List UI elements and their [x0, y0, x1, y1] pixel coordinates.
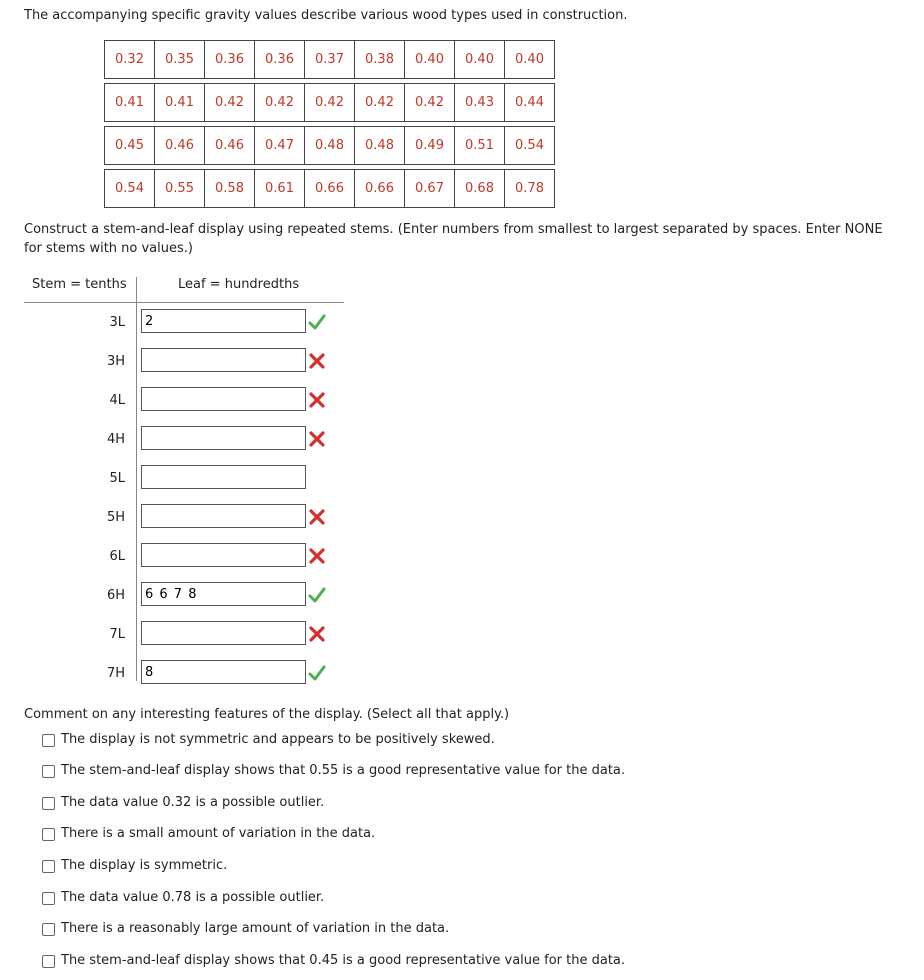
comment-option-4[interactable]	[42, 825, 742, 845]
leaf-input-6l[interactable]	[141, 543, 306, 567]
comment-option-1[interactable]	[42, 731, 742, 751]
intro-text: The accompanying specific gravity values describe various wood types used in construction.	[24, 8, 628, 23]
data-cell: 0.36	[205, 41, 255, 79]
data-cell: 0.42	[205, 84, 255, 122]
option-label: The stem-and-leaf display shows that 0.45 is a good representative value for the data.	[61, 953, 626, 968]
comment-option-5[interactable]	[42, 857, 742, 877]
data-cell: 0.47	[255, 127, 305, 165]
leaf-input-6h[interactable]	[141, 582, 306, 606]
data-table	[104, 40, 555, 208]
option-label: The display is symmetric.	[61, 858, 228, 873]
stem-label: 4H	[106, 432, 125, 447]
comment-option-2[interactable]	[42, 762, 742, 782]
checkbox[interactable]	[42, 828, 55, 841]
option-label: The display is not symmetric and appears to be positively skewed.	[61, 732, 495, 747]
data-cell: 0.42	[355, 84, 405, 122]
checkbox[interactable]	[42, 734, 55, 747]
instructions-text: Construct a stem-and-leaf display using repeated stems. (Enter numbers from smallest to largest separated by spaces. Enter NONE for stems with no values.)	[24, 222, 883, 256]
data-cell: 0.42	[405, 84, 455, 122]
data-cell: 0.49	[405, 127, 455, 165]
data-cell: 0.58	[205, 170, 255, 208]
x-mark-icon	[308, 508, 326, 526]
data-cell: 0.54	[505, 127, 555, 165]
data-cell: 0.45	[105, 127, 155, 165]
leaf-header: Leaf = hundredths	[178, 277, 300, 292]
stem-row-5h	[0, 504, 340, 532]
x-mark-icon	[308, 625, 326, 643]
stem-row-7h	[0, 660, 340, 688]
data-cell: 0.61	[255, 170, 305, 208]
comment-option-3[interactable]	[42, 794, 742, 814]
checkbox[interactable]	[42, 955, 55, 968]
leaf-input-4h[interactable]	[141, 426, 306, 450]
data-cell: 0.42	[305, 84, 355, 122]
data-cell: 0.41	[105, 84, 155, 122]
stem-row-4l	[0, 387, 340, 415]
stem-label: 3H	[106, 354, 125, 369]
data-cell: 0.40	[405, 41, 455, 79]
stem-row-6h	[0, 582, 340, 610]
option-label: The data value 0.32 is a possible outlier.	[61, 795, 325, 810]
checkbox[interactable]	[42, 860, 55, 873]
leaf-input-4l[interactable]	[141, 387, 306, 411]
option-label: The stem-and-leaf display shows that 0.55 is a good representative value for the data.	[61, 763, 626, 778]
data-cell: 0.43	[455, 84, 505, 122]
comment-option-8[interactable]	[42, 952, 742, 972]
data-cell: 0.42	[255, 84, 305, 122]
data-row	[105, 41, 555, 79]
data-cell: 0.48	[305, 127, 355, 165]
option-label: The data value 0.78 is a possible outlier.	[61, 890, 325, 905]
data-cell: 0.44	[505, 84, 555, 122]
data-cell: 0.66	[355, 170, 405, 208]
data-cell: 0.51	[455, 127, 505, 165]
data-cell: 0.37	[305, 41, 355, 79]
stem-label: 7L	[109, 627, 125, 642]
data-cell: 0.55	[155, 170, 205, 208]
data-cell: 0.48	[355, 127, 405, 165]
header-divider	[24, 302, 344, 303]
data-cell: 0.41	[155, 84, 205, 122]
option-label: There is a reasonably large amount of variation in the data.	[61, 921, 450, 936]
checkbox[interactable]	[42, 765, 55, 778]
data-cell: 0.35	[155, 41, 205, 79]
data-row	[105, 170, 555, 208]
x-mark-icon	[308, 391, 326, 409]
data-cell: 0.66	[305, 170, 355, 208]
stem-label: 4L	[109, 393, 125, 408]
x-mark-icon	[308, 547, 326, 565]
checkbox[interactable]	[42, 923, 55, 936]
data-cell: 0.40	[505, 41, 555, 79]
leaf-input-7l[interactable]	[141, 621, 306, 645]
data-cell: 0.36	[255, 41, 305, 79]
stem-header: Stem = tenths	[32, 277, 127, 292]
stem-label: 5L	[109, 471, 125, 486]
checkmark-icon	[308, 586, 326, 604]
data-cell: 0.32	[105, 41, 155, 79]
data-cell: 0.38	[355, 41, 405, 79]
checkmark-icon	[308, 664, 326, 682]
x-mark-icon	[308, 430, 326, 448]
data-cell: 0.54	[105, 170, 155, 208]
stem-row-6l	[0, 543, 340, 571]
data-row	[105, 127, 555, 165]
checkmark-icon	[308, 313, 326, 331]
checkbox[interactable]	[42, 797, 55, 810]
x-mark-icon	[308, 352, 326, 370]
data-cell: 0.68	[455, 170, 505, 208]
data-cell: 0.78	[505, 170, 555, 208]
stem-row-3h	[0, 348, 340, 376]
data-cell: 0.46	[155, 127, 205, 165]
checkbox[interactable]	[42, 892, 55, 905]
stem-label: 7H	[106, 666, 125, 681]
data-row	[105, 84, 555, 122]
data-cell: 0.46	[205, 127, 255, 165]
stem-label: 5H	[106, 510, 125, 525]
comment-option-7[interactable]	[42, 920, 742, 940]
leaf-input-3l[interactable]	[141, 309, 306, 333]
data-cell: 0.67	[405, 170, 455, 208]
leaf-input-7h[interactable]	[141, 660, 306, 684]
stem-label: 6L	[109, 549, 125, 564]
stem-row-3l	[0, 309, 340, 337]
data-cell: 0.40	[455, 41, 505, 79]
stem-label: 3L	[109, 315, 125, 330]
stem-label: 6H	[106, 588, 125, 603]
comment-option-6[interactable]	[42, 889, 742, 909]
stem-row-5l	[0, 465, 340, 493]
leaf-input-3h[interactable]	[141, 348, 306, 372]
leaf-input-5h[interactable]	[141, 504, 306, 528]
comment-question: Comment on any interesting features of the display. (Select all that apply.)	[24, 707, 510, 722]
stem-row-7l	[0, 621, 340, 649]
leaf-input-5l[interactable]	[141, 465, 306, 489]
option-label: There is a small amount of variation in the data.	[61, 826, 376, 841]
stem-row-4h	[0, 426, 340, 454]
